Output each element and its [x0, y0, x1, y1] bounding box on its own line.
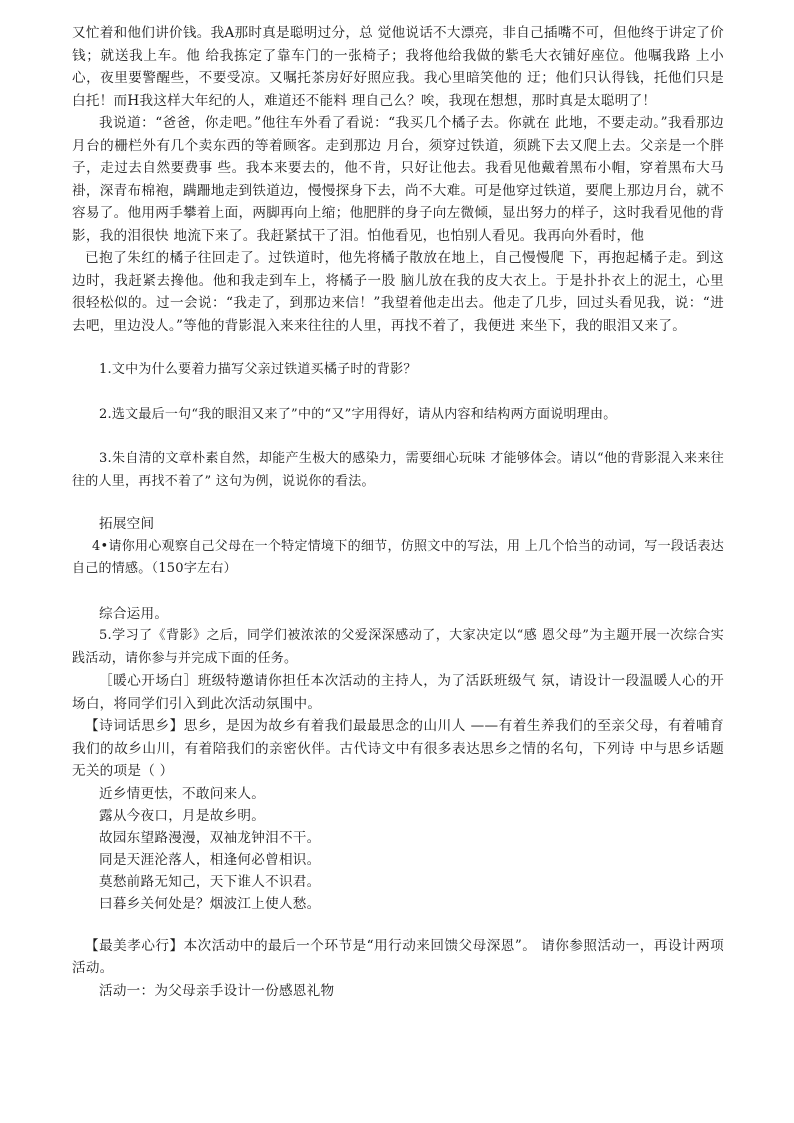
poem-line: 近乡情更怯，不敢问来人。 — [99, 785, 266, 802]
reading-paragraph-2: 我说道：“爸爸，你走吧。”他往车外看了看说：“我买几个橘子去。你就在 此地，不要走动。”我看那边月台的栅栏外有几个卖东西的等着顾客。走到那边 月台，须穿过铁道，须跳下去又爬上去。父亲是一个胖子，走过去自然要费事 些。我本来要去的，他不肯，只好让他去。我看见他戴着黑布小帽，穿着黑布大马褂，深青布棉袍，蹒跚地走到铁道边，慢慢探身下去，尚不大难。可是他穿过铁道，要爬上那边月台，就不容易了。他用两手攀着上面，两脚再向上缩；他肥胖的身子向左微倾，显出努力的样子，这时我看见他的背影，我的泪很快 地流下来了。我赶紧拭干了泪。怕他看见，也怕别人看见。我再向外看时，他 — [72, 115, 724, 244]
task-filial-action: 【最美孝心行】本次活动中的最后一个环节是“用行动来回馈父母深恩”。 请你参照活动一，再设计两项活动。 — [72, 937, 724, 976]
poem-line: 露从今夜口，月是故乡明。 — [99, 807, 266, 824]
reading-paragraph-3: 已抱了朱红的橘子往回走了。过铁道时，他先将橘子散放在地上，自己慢慢爬 下，再抱起橘子走。到这边时，我赶紧去搀他。他和我走到车上，将橘子一股 脑儿放在我的皮大衣上。于是扑扑衣上的泥土，心里很轻松似的。过一会说：“我走了，到那边来信！”我望着他走出去。他走了几步，回过头看见我，说：“进去吧，里边没人。”等他的背影混入来来往往的人里，再找不着了，我便进 来坐下，我的眼泪又来了。 — [72, 250, 724, 334]
poem-line: 莫愁前路无知己，天下谁人不识君。 — [99, 873, 321, 890]
question-1: 1.文中为什么要着力描写父亲过铁道买橘子时的背影？ — [99, 362, 417, 377]
poem-line: 曰暮乡关何处是？烟波江上使人愁。 — [99, 895, 321, 912]
application-heading: 综合运用。 — [99, 605, 169, 622]
poem-options — [72, 783, 724, 915]
question-2: 2.选文最后一句“我的眼泪又来了”中的“又”字用得好，请从内容和结构两方面说明理由。 — [99, 406, 617, 422]
question-4: 4•请你用心观察自己父母在一个特定情境下的细节，仿照文中的写法，用 上几个恰当的动词，写一段话表达自己的情感。（150字左右） — [72, 538, 724, 576]
document-content — [72, 22, 724, 1002]
task-opening-speech: ［暖心开场白］班级特邀请你担任本次活动的主持人，为了活跃班级气 氛，请设计一段温暖人心的开场白，将同学们引入到此次活动氛围中。 — [72, 673, 724, 712]
question-3: 3.朱自清的文章朴素自然，却能产生极大的感染力，需要细心玩味 才能够体会。请以“他的背影混入来来往往的人里，再找不着了” 这句为例，说说你的看法。 — [72, 451, 724, 489]
poem-line: 同是天涯沦落人，相逢何必曾相识。 — [99, 851, 321, 868]
activity-one: 活动一：为父母亲手设计一份感恩礼物 — [99, 982, 335, 999]
task-poetry-homesick: 【诗词话思乡】思乡，是因为故乡有着我们最最思念的山川人 ——有着生养我们的至亲父母，有着哺育我们的故乡山川，有着陪我们的亲密伙伴。古代诗文中有很多表达思乡之情的名句，下列诗 中与思乡话题无关的项是（ ） — [72, 718, 724, 779]
question-5: 5.学习了《背影》之后，同学们被浓浓的父爱深深感动了，大家决定以“感 恩父母”为主题开展一次综合实践活动，请你参与并完成下面的任务。 — [72, 628, 724, 666]
poem-line: 故园东望路漫漫，双袖龙钟泪不干。 — [99, 829, 321, 846]
extension-heading: 拓展空间 — [99, 516, 155, 532]
reading-paragraph-1: 又忙着和他们讲价钱。我A那时真是聪明过分，总 觉他说话不大漂亮，非自己插嘴不可，但他终于讲定了价钱；就送我上车。他 给我拣定了靠车门的一张椅子；我将他给我做的紫毛大衣铺好座位。他嘱我路 上小心，夜里要警醒些，不要受凉。又嘱托茶房好好照应我。我心里暗笑他的 迂；他们只认得钱，托他们只是白托！而H我这样大年纪的人，难道还不能料 理自己么？唉，我现在想想，那时真是太聪明了！ — [72, 25, 724, 109]
